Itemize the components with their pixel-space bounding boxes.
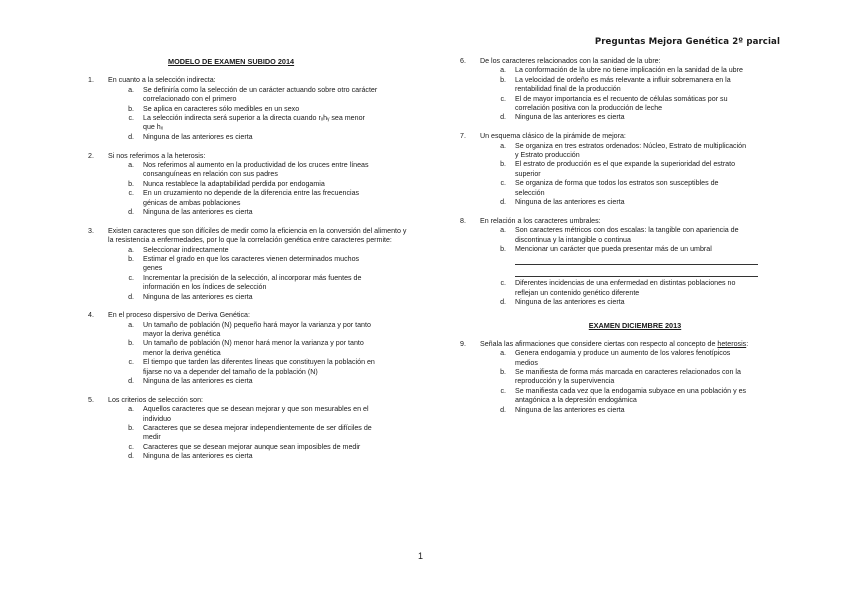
option (88, 274, 408, 293)
option (88, 339, 408, 358)
option-text: La conformación de la ubre no tiene implicación en la sanidad de la ubre (515, 66, 743, 75)
question-number: 6. (460, 57, 466, 65)
question-text (480, 340, 780, 349)
option (460, 279, 780, 298)
option-text: Nunca restablece la adaptabilidad perdida por endogamia (143, 179, 325, 188)
option-text: Mencionar un carácter que pueda presentar más de un umbral (515, 244, 712, 253)
option-text: Se manifiesta de forma más marcada en caracteres relacionados con la reproducción y la supervivencia (515, 367, 741, 386)
option-text: Incrementar la precisión de la selección, al incorporar más fuentes de información en los índices de selección (143, 273, 362, 292)
option-letter: d. (128, 377, 134, 386)
option (88, 246, 408, 255)
option-text: La velocidad de ordeño es más relevante a influir sobremanera en la rentabilidad final de la producción (515, 75, 731, 94)
option (88, 443, 408, 452)
option (460, 226, 780, 245)
question-text: En cuanto a la selección indirecta: (108, 76, 216, 85)
option-text: El de mayor importancia es el recuento de células somáticas por su correlación positiva con la producción de leche (515, 94, 728, 113)
option-letter: a. (128, 405, 134, 414)
question-text: Un esquema clásico de la pirámide de mejora: (480, 132, 626, 141)
option-letter: c. (500, 94, 506, 103)
option (460, 298, 780, 307)
question-8 (460, 217, 780, 308)
option-text: Seleccionar indirectamente (143, 245, 229, 254)
option-letter: c. (128, 273, 134, 282)
option-letter: d. (500, 405, 506, 414)
option-letter: c. (500, 179, 506, 188)
option-text: Se organiza en tres estratos ordenados: Núcleo, Estrato de multiplicación y Estrato producción (515, 141, 747, 159)
option (460, 142, 780, 161)
question-text-part: : (746, 339, 749, 348)
question-number: 1. (88, 76, 94, 85)
question-number: 3. (88, 226, 94, 235)
option (460, 406, 780, 415)
option (460, 387, 780, 406)
question-text: Los criterios de selección son: (108, 395, 204, 404)
option (460, 113, 780, 122)
option-text: Estimar el grado en que los caracteres vienen determinados muchos genes (143, 254, 360, 273)
option-letter: a. (500, 226, 506, 235)
question-1 (88, 76, 408, 142)
option (88, 293, 408, 302)
option (88, 105, 408, 114)
option-letter: c. (500, 386, 506, 395)
question-number: 8. (460, 216, 466, 225)
question-2 (88, 152, 408, 218)
option (88, 114, 408, 133)
option (460, 349, 780, 368)
option (460, 95, 780, 114)
question-5 (88, 396, 408, 462)
option-letter: c. (128, 358, 134, 367)
option-text: Ninguna de las anteriores es cierta (143, 132, 253, 141)
option-text: Diferentes incidencias de una enfermedad en distintas poblaciones no reflejan un contenido genético diferente (515, 279, 736, 297)
option-text: Caracteres que se desean mejorar aunque sean imposibles de medir (143, 442, 361, 451)
option (88, 180, 408, 189)
option-letter: a. (500, 141, 506, 150)
option-text: Nos referimos al aumento en la productividad de los cruces entre líneas consanguíneas en relación con sus padres (143, 160, 369, 179)
option-text: Se organiza de forma que todos los estratos son susceptibles de selección (515, 179, 719, 197)
option (460, 66, 780, 75)
question-text: En el proceso dispersivo de Deriva Genética: (108, 311, 250, 320)
option-letter: b. (128, 254, 134, 263)
option-letter: d. (128, 207, 134, 216)
option-letter: a. (128, 245, 134, 254)
answer-blank-line[interactable] (515, 254, 758, 264)
option-letter: b. (500, 75, 506, 84)
option-text: Un tamaño de población (N) pequeño hará mayor la varianza y por tanto mayor la deriva genética (143, 320, 371, 339)
option-letter: b. (128, 179, 134, 188)
option-letter: d. (128, 132, 134, 141)
option-text: Aquellos caracteres que se desean mejorar y que son mesurables en el individuo (143, 405, 369, 423)
option-letter: d. (500, 197, 506, 206)
question-7 (460, 132, 780, 207)
option-text: Ninguna de las anteriores es cierta (143, 377, 253, 386)
option-text: Ninguna de las anteriores es cierta (515, 297, 625, 306)
question-text: Si nos referimos a la heterosis: (108, 151, 206, 160)
left-column (88, 57, 408, 471)
option-text: Caracteres que se desea mejorar independientemente de ser difíciles de medir (143, 424, 372, 442)
question-text: En relación a los caracteres umbrales: (480, 216, 601, 225)
option-text: Ninguna de las anteriores es cierta (143, 207, 253, 216)
option-text: Ninguna de las anteriores es cierta (143, 452, 253, 461)
option-letter: a. (128, 160, 134, 169)
question-text-underlined: heterosis (717, 339, 747, 348)
option (88, 452, 408, 461)
option-letter: a. (500, 349, 506, 358)
option-text: Ninguna de las anteriores es cierta (515, 197, 625, 206)
page-header: Preguntas Mejora Genética 2º parcial (594, 37, 780, 47)
option-letter: b. (500, 160, 506, 169)
option-text: Ninguna de las anteriores es cierta (515, 405, 625, 414)
option-letter: b. (500, 244, 506, 253)
option-letter: a. (500, 66, 506, 75)
option-text: El tiempo que tarden las diferentes líneas que constituyen la población en fijarse no va a depender del tamaño de la población (N) (143, 358, 375, 376)
page-number: 1 (418, 551, 424, 561)
question-6 (460, 57, 780, 123)
option-letter: d. (128, 292, 134, 301)
option-text: Son caracteres métricos con dos escalas: la tangible con apariencia de discontinua y la intangible o continua (515, 226, 739, 244)
option (88, 377, 408, 386)
option-text: Se definiría como la selección de un carácter actuando sobre otro carácter correlacionado con el primero (143, 85, 378, 104)
option (460, 160, 780, 179)
option (460, 76, 780, 95)
option (88, 424, 408, 443)
question-number: 9. (460, 339, 466, 348)
option-text: El estrato de producción es el que expande la superioridad del estrato superior (515, 160, 736, 178)
option-text: Ninguna de las anteriores es cierta (515, 113, 625, 122)
question-text: De los caracteres relacionados con la sanidad de la ubre: (480, 57, 661, 65)
question-3 (88, 227, 408, 302)
option (460, 368, 780, 387)
option-text: Genera endogamia y produce un aumento de los valores fenotípicos medios (515, 349, 731, 367)
option-letter: b. (128, 339, 134, 348)
option-letter: a. (128, 85, 134, 94)
option (460, 245, 780, 254)
question-9 (460, 340, 780, 415)
option-letter: d. (128, 452, 134, 461)
question-number: 4. (88, 311, 94, 320)
option-text: Un tamaño de población (N) menor hará menor la varianza y por tanto menor la deriva genética (143, 339, 364, 357)
option-letter: c. (128, 189, 134, 198)
option-text: Se aplica en caracteres sólo medibles en un sexo (143, 104, 300, 113)
option (88, 161, 408, 180)
answer-blank-line[interactable] (515, 267, 758, 277)
option-letter: d. (500, 297, 506, 306)
option (88, 133, 408, 142)
right-column (460, 57, 780, 424)
option-letter: d. (500, 113, 506, 122)
question-text-part: Señala las afirmaciones que considere ciertas con respecto al concepto de (480, 339, 716, 348)
option (460, 179, 780, 198)
option (88, 189, 408, 208)
section-title: MODELO DE EXAMEN SUBIDO 2014 (168, 57, 295, 66)
option (88, 405, 408, 424)
option-letter: c. (128, 442, 134, 451)
option (88, 208, 408, 217)
option-letter: b. (128, 104, 134, 113)
option (88, 358, 408, 377)
option (460, 198, 780, 207)
question-text: Existen caracteres que son difíciles de medir como la eficiencia en la conversión del alimento y la resistencia a enfermedades, por lo que la correlación genética entre caracteres permite: (108, 226, 407, 245)
option (88, 255, 408, 274)
option-letter: b. (500, 367, 506, 376)
option-letter: a. (128, 320, 134, 329)
question-number: 5. (88, 395, 94, 404)
option-text: La selección indirecta será superior a la directa cuando rₓhᵧ sea menor que hₓ (143, 114, 365, 132)
option-letter: c. (128, 114, 134, 123)
option-letter: c. (500, 279, 506, 288)
section-title: EXAMEN DICIEMBRE 2013 (588, 321, 682, 331)
question-4 (88, 311, 408, 386)
option-text: Se manifiesta cada vez que la endogamia subyace en una población y es antagónica a la depresión endogámica (515, 386, 747, 405)
option-text: Ninguna de las anteriores es cierta (143, 292, 253, 301)
option-text: En un cruzamiento no depende de la diferencia entre las frecuencias génicas de ambas poblaciones (143, 189, 360, 207)
option (88, 321, 408, 340)
option-letter: b. (128, 424, 134, 432)
question-number: 2. (88, 151, 94, 160)
option (88, 86, 408, 105)
question-number: 7. (460, 132, 466, 141)
